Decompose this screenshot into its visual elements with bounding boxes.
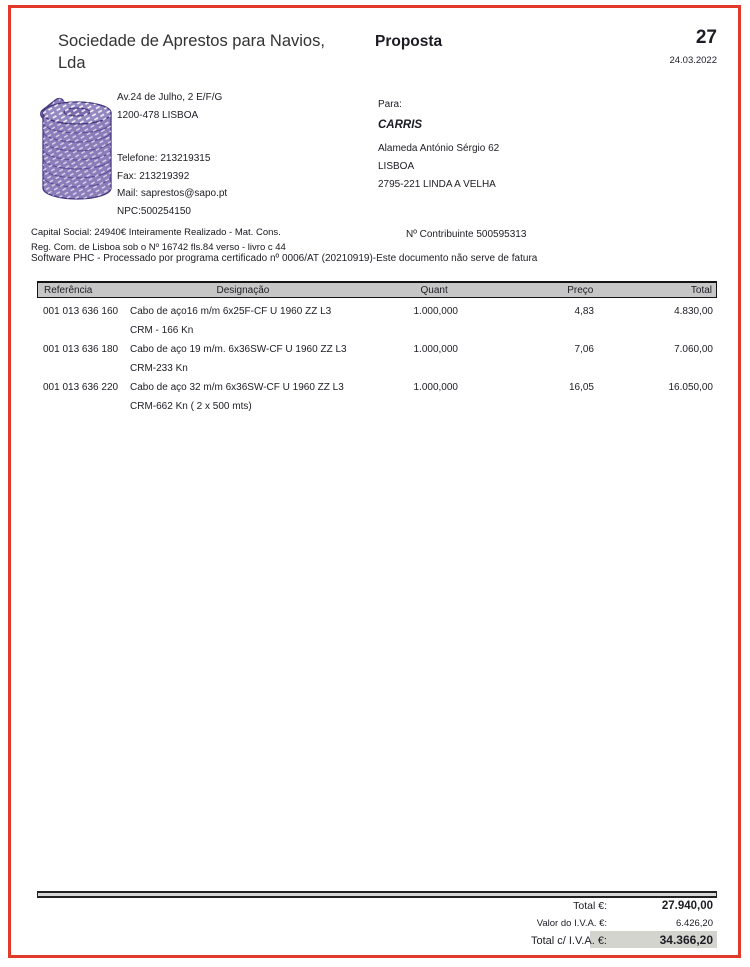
customer-address-line3: 2795-221 LINDA A VELHA <box>378 179 496 190</box>
company-phone: Telefone: 213219315 <box>117 153 211 164</box>
totals-row-vat <box>350 918 713 929</box>
col-header-total: Total <box>690 284 713 296</box>
totals-row-grand <box>350 933 713 947</box>
table-row <box>37 378 717 416</box>
company-address-line2: 1200-478 LISBOA <box>117 109 199 121</box>
cell-total: 7.060,00 <box>674 344 713 355</box>
table-body <box>37 298 717 416</box>
grand-total-label: Total c/ I.V.A. €: <box>530 935 607 947</box>
document-number: 27 <box>695 27 717 48</box>
company-address-line1: Av.24 de Julho, 2 E/F/G <box>117 92 223 103</box>
totals-divider-bar <box>37 891 717 898</box>
cell-designation-line2: CRM-233 Kn <box>130 363 188 374</box>
cell-designation-line2: CRM - 166 Kn <box>130 325 194 336</box>
cell-reference: 001 013 636 160 <box>43 306 119 317</box>
customer-address <box>378 140 499 194</box>
cell-designation: Cabo de aço16 m/m 6x25F-CF U 1960 ZZ L3 <box>130 306 332 317</box>
table-row <box>37 302 717 340</box>
cell-price: 4,83 <box>574 306 594 317</box>
company-legal-info <box>31 225 286 255</box>
customer-vat-number: Nº Contribuinte 500595313 <box>406 229 527 240</box>
cell-price: 7,06 <box>574 344 594 355</box>
customer-address-line1: Alameda António Sérgio 62 <box>378 143 500 154</box>
cell-designation: Cabo de aço 19 m/m. 6x36SW-CF U 1960 ZZ L3 <box>130 344 347 355</box>
cell-designation: Cabo de aço 32 m/m 6x36SW-CF U 1960 ZZ L3 <box>130 382 344 393</box>
cell-designation-line2: CRM-662 Kn ( 2 x 500 mts) <box>130 401 252 412</box>
total-value: 27.940,00 <box>661 900 713 912</box>
rope-coil-logo-icon <box>38 93 114 205</box>
company-mail: Mail: saprestos@sapo.pt <box>117 188 228 199</box>
totals-row-net <box>350 900 713 912</box>
col-header-referencia: Referência <box>44 284 93 296</box>
cell-reference: 001 013 636 180 <box>43 344 119 355</box>
cell-quantity: 1.000,000 <box>413 306 458 317</box>
customer-name: CARRIS <box>378 119 423 131</box>
cell-quantity: 1.000,000 <box>413 382 458 393</box>
cell-price: 16,05 <box>568 382 594 393</box>
cell-total: 4.830,00 <box>674 306 713 317</box>
document-date: 24.03.2022 <box>669 55 717 66</box>
company-contacts <box>117 150 227 220</box>
page-border <box>8 5 741 958</box>
vat-value: 6.426,20 <box>676 918 713 929</box>
customer-address-line2: LISBOA <box>378 161 415 172</box>
col-header-designacao: Designação <box>216 284 270 296</box>
company-address <box>117 89 222 124</box>
col-header-preco: Preço <box>567 284 594 296</box>
company-npc: NPC:500254150 <box>117 205 191 217</box>
company-name: Sociedade de Aprestos para Navios, Lda <box>58 32 325 72</box>
vat-label: Valor do I.V.A. €: <box>536 918 607 929</box>
col-header-quant: Quant <box>420 284 448 296</box>
document-title: Proposta <box>375 33 443 50</box>
table-header-row <box>37 281 717 298</box>
certification-line: Software PHC - Processado por programa certificado nº 0006/AT (20210919)-Este documento não serve de fatura <box>31 253 538 264</box>
grand-total-value: 34.366,20 <box>659 933 713 947</box>
capital-social-line: Capital Social: 24940€ Inteiramente Realizado - Mat. Cons. <box>31 227 281 238</box>
cell-quantity: 1.000,000 <box>413 344 458 355</box>
registo-comercial-line: Reg. Com. de Lisboa sob o Nº 16742 fls.84 verso - livro c 44 <box>31 242 286 253</box>
company-fax: Fax: 213219392 <box>117 170 190 182</box>
recipient-label: Para: <box>378 99 402 110</box>
table-row <box>37 340 717 378</box>
items-table <box>37 281 717 416</box>
total-label: Total €: <box>573 900 607 912</box>
cell-total: 16.050,00 <box>668 382 713 393</box>
cell-reference: 001 013 636 220 <box>43 382 119 393</box>
